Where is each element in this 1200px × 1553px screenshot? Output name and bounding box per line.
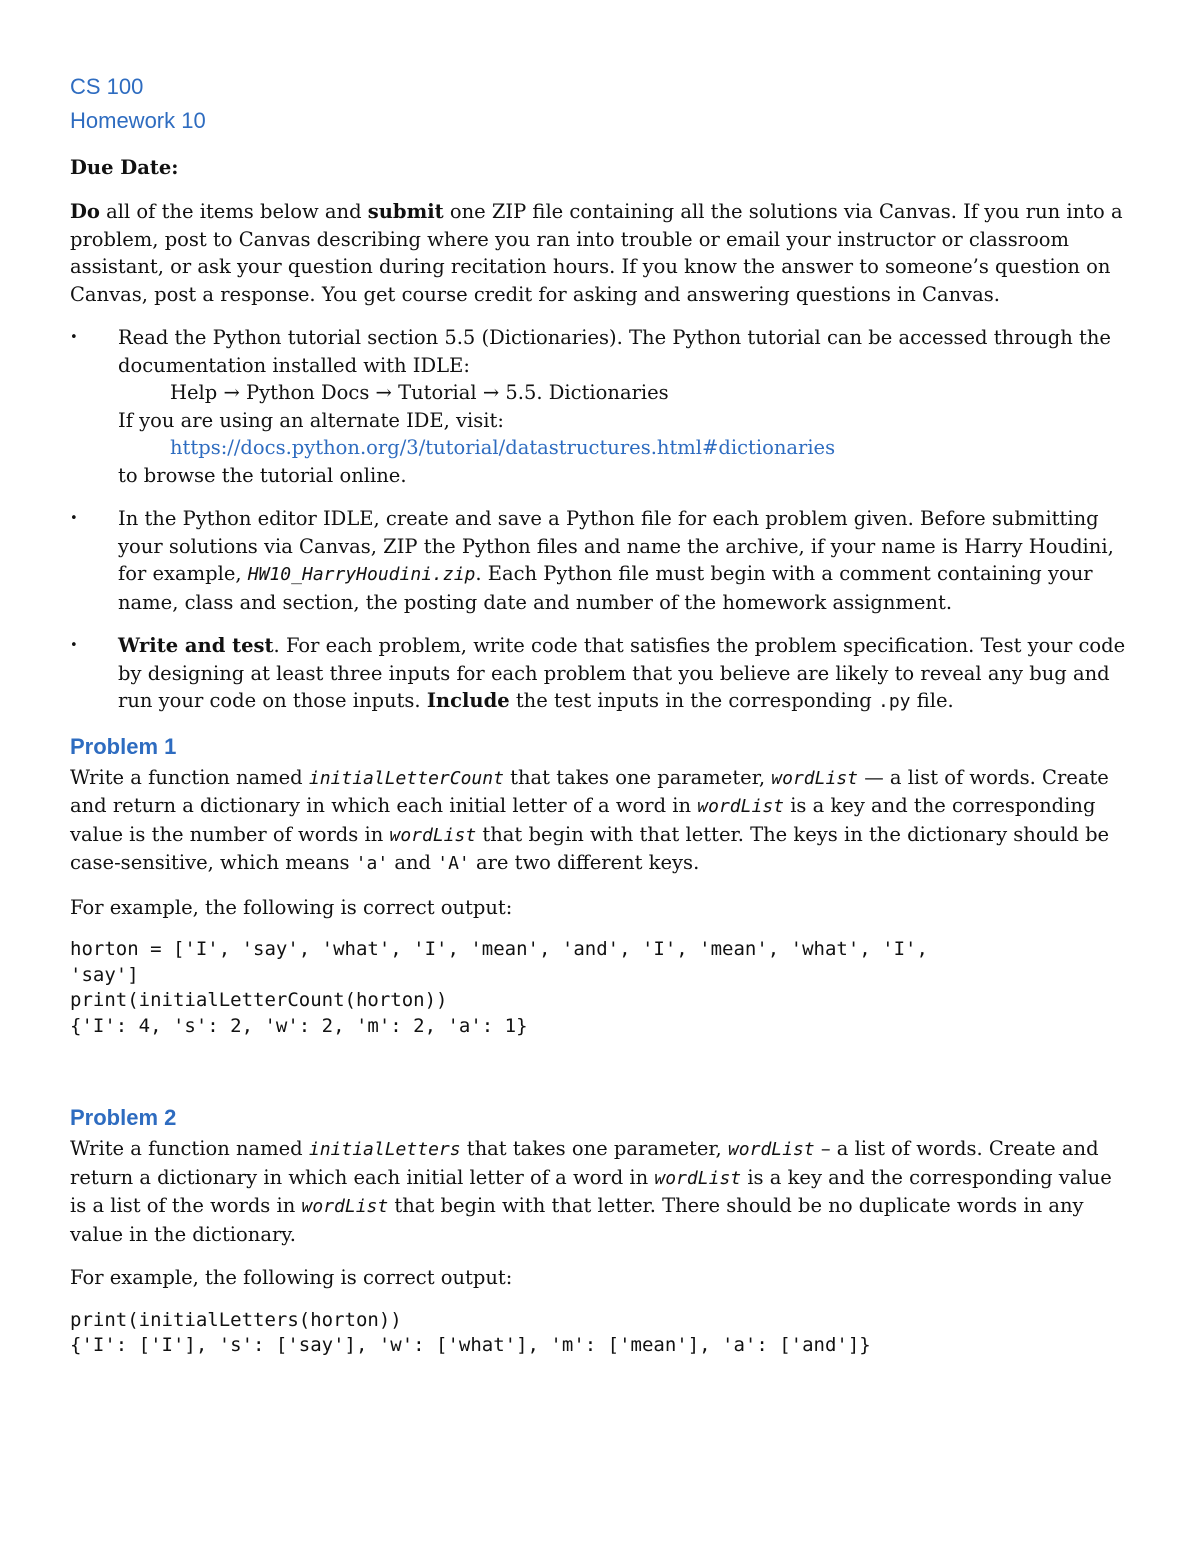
list-item-create-files: • In the Python editor IDLE, create and save a Python file for each problem given. Before submitting your solutions via Canvas, ZIP the Python files and name the archive, if your name is Harry Houdini, for example, HW10_HarryHoudini.zip. Each Python file must begin with a comment containing your name, class and section, the posting date and number of the homework assignment. [70,507,1114,614]
instruction-list [70,324,1132,716]
intro-do: Do [70,200,100,223]
problem-1-heading: Problem 1 [70,733,177,759]
problem-2-heading: Problem 2 [70,1105,177,1130]
bullet-icon: • [70,330,78,345]
intro-paragraph: Do all of the items below and submit one ZIP file containing all the solutions via Canvas. If you run into a problem, post to Canvas describing where you ran into trouble or email your instructor or classroom assistant, or ask your question during recitation hours. If you know the answer to someone’s question on Canvas, post a response. You get course credit for asking and answering questions in Canvas. [70,200,1123,306]
tutorial-link[interactable]: https://docs.python.org/3/tutorial/datastructures.html#dictionaries [170,436,836,459]
problem-2-code: print(initialLetters(horton)) {'I': ['I'], 's': ['say'], 'w': ['what'], 'm': ['mean'], 'a': ['and']} [70,1308,871,1356]
document-page [70,70,1132,1359]
course-title: CS 100 [70,74,144,99]
problem-2-description: Write a function named initialLetters that takes one parameter, wordList – a list of words. Create and return a dictionary in which each initial letter of a word in wordList is a key and the corresponding value is a list of the words in wordList that begin with that letter. There should be no duplicate words in any value in the dictionary. [70,1137,1112,1246]
intro-submit: submit [367,200,444,223]
problem-1-code: horton = ['I', 'say', 'what', 'I', 'mean', 'and', 'I', 'mean', 'what', 'I', 'say'] print(initialLetterCount(horton)) {'I': 4, 's': 2, 'w': 2, 'm': 2, 'a': 1} [70,938,928,1037]
menu-path: Help → Python Docs → Tutorial → 5.5. Dictionaries [170,381,669,404]
problem-1-description: Write a function named initialLetterCount that takes one parameter, wordList — a list of words. Create and return a dictionary in which each initial letter of a word in wordList is a key and the corresponding value is the number of words in wordList that begin with that letter. The keys in the dictionary should be case-sensitive, which means 'a' and 'A' are two different keys. [70,765,1110,874]
homework-title: Homework 10 [70,108,206,133]
problem-1-example-intro: For example, the following is correct output: [70,895,513,919]
archive-filename: HW10_HarryHoudini.zip [247,564,476,585]
problem-2-example-intro: For example, the following is correct output: [70,1266,513,1289]
due-date-label: Due Date: [70,156,179,179]
list-item-write-test: • Write and test. For each problem, write code that satisfies the problem specification. Test your code by designing at least three inputs for each problem that you believe are likely to reveal any bug and run your code on those inputs. Include the test inputs in the corresponding .py file. [70,634,1126,712]
bullet-icon: • [70,638,78,653]
bullet-icon: • [70,511,78,526]
list-item-read-tutorial: • Read the Python tutorial section 5.5 (Dictionaries). The Python tutorial can be accessed through the documentation installed with IDLE: Help → Python Docs → Tutorial → 5.5. Dictionaries If you are using an alternate IDE, visit: https://docs.python.org/3/tutorial/datastructures.html#dictionaries to browse the tutorial online. [70,324,1132,489]
